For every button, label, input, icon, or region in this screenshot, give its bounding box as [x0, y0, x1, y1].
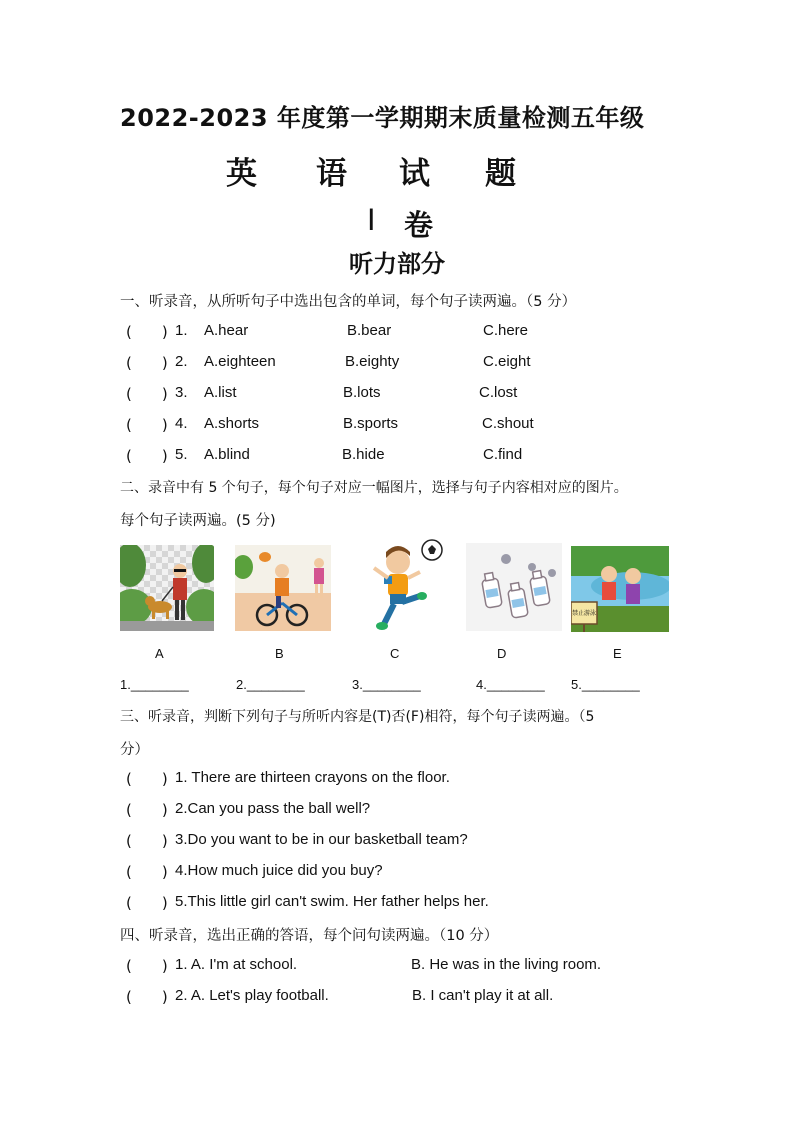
- section3-instruction-line1: 三、听录音，判断下列句子与所听内容是(T)否(F)相符，每个句子读两遍。（5: [120, 709, 595, 725]
- item-number: 2.: [175, 353, 188, 370]
- subject-char-2: 语: [316, 156, 347, 192]
- option-b: B. He was in the living room.: [411, 956, 602, 973]
- statement-text: 3.Do you want to be in our basketball team?: [175, 831, 468, 848]
- no-swimming-sign: 禁止游泳: [572, 610, 597, 617]
- subject-char-1: 英: [226, 156, 257, 192]
- option-c: C.lost: [479, 384, 518, 401]
- option-b: B. I can't play it at all.: [412, 987, 554, 1004]
- answer-paren[interactable]: ( ): [126, 894, 168, 912]
- section3-instruction-line2: 分）: [120, 742, 149, 758]
- option-c: C.here: [483, 322, 529, 339]
- answer-paren[interactable]: ( ): [126, 770, 168, 788]
- subject-char-3: 试: [399, 156, 430, 192]
- answer-paren[interactable]: ( ): [126, 988, 168, 1006]
- picture-c-football: [364, 538, 448, 632]
- item-number: 3.: [175, 384, 188, 401]
- picture-label-a: A: [155, 646, 164, 661]
- answer-paren[interactable]: ( ): [126, 323, 168, 341]
- option-a: 2. A. Let's play football.: [175, 987, 329, 1004]
- answer-blank-4[interactable]: 4.________: [476, 677, 545, 692]
- statement-text: 2.Can you pass the ball well?: [175, 800, 371, 817]
- answer-blank-2[interactable]: 2.________: [236, 677, 305, 692]
- option-c: C.shout: [482, 415, 534, 432]
- subject-char-4: 题: [485, 156, 516, 192]
- statement-text: 5.This little girl can't swim. Her father helps her.: [175, 893, 489, 910]
- section1-instruction: 一、听录音，从所听句子中选出包含的单词，每个句子读两遍。（5 分）: [120, 294, 577, 310]
- picture-d-juice-bottles: [466, 543, 562, 631]
- option-c: C.find: [483, 446, 523, 463]
- answer-paren[interactable]: ( ): [126, 863, 168, 881]
- option-a: A.shorts: [204, 415, 260, 432]
- option-b: B.hide: [342, 446, 385, 463]
- volume-label: 卷: [404, 208, 434, 242]
- option-b: B.bear: [347, 322, 392, 339]
- picture-label-b: B: [275, 646, 284, 661]
- item-number: 1.: [175, 322, 188, 339]
- picture-label-c: C: [390, 646, 400, 661]
- item-number: 5.: [175, 446, 188, 463]
- answer-blank-5[interactable]: 5.________: [571, 677, 640, 692]
- option-c: C.eight: [483, 353, 531, 370]
- section2-instruction-line1: 二、录音中有 5 个句子，每个句子对应一幅图片，选择与句子内容相对应的图片。: [120, 480, 628, 496]
- answer-paren[interactable]: ( ): [126, 801, 168, 819]
- section4-instruction: 四、听录音，选出正确的答语，每个问句读两遍。（10 分）: [120, 928, 499, 944]
- item-number: 4.: [175, 415, 188, 432]
- statement-text: 4.How much juice did you buy?: [175, 862, 383, 879]
- answer-paren[interactable]: ( ): [126, 354, 168, 372]
- answer-paren[interactable]: ( ): [126, 832, 168, 850]
- option-a: 1. A. I'm at school.: [175, 956, 298, 973]
- section2-instruction-line2: 每个句子读两遍。(5 分): [120, 513, 276, 529]
- volume-mark: Ⅰ: [367, 203, 376, 237]
- option-a: A.hear: [204, 322, 249, 339]
- picture-e-swimming: [571, 546, 669, 632]
- picture-label-e: E: [613, 646, 622, 661]
- answer-paren[interactable]: ( ): [126, 447, 168, 465]
- answer-blank-3[interactable]: 3.________: [352, 677, 421, 692]
- answer-blank-1[interactable]: 1.________: [120, 677, 189, 692]
- option-a: A.eighteen: [204, 353, 276, 370]
- option-b: B.eighty: [345, 353, 400, 370]
- picture-a-guide-dog: [120, 545, 214, 631]
- answer-paren[interactable]: ( ): [126, 416, 168, 434]
- answer-paren[interactable]: ( ): [126, 957, 168, 975]
- option-b: B.sports: [343, 415, 399, 432]
- part-title: 听力部分: [349, 250, 445, 278]
- exam-title: 2022-2023 年度第一学期期末质量检测五年级: [120, 104, 645, 132]
- picture-b-bicycle: [235, 545, 331, 631]
- option-a: A.blind: [204, 446, 250, 463]
- picture-label-d: D: [497, 646, 507, 661]
- answer-paren[interactable]: ( ): [126, 385, 168, 403]
- statement-text: 1. There are thirteen crayons on the floor.: [175, 769, 450, 786]
- option-a: A.list: [204, 384, 237, 401]
- option-b: B.lots: [343, 384, 381, 401]
